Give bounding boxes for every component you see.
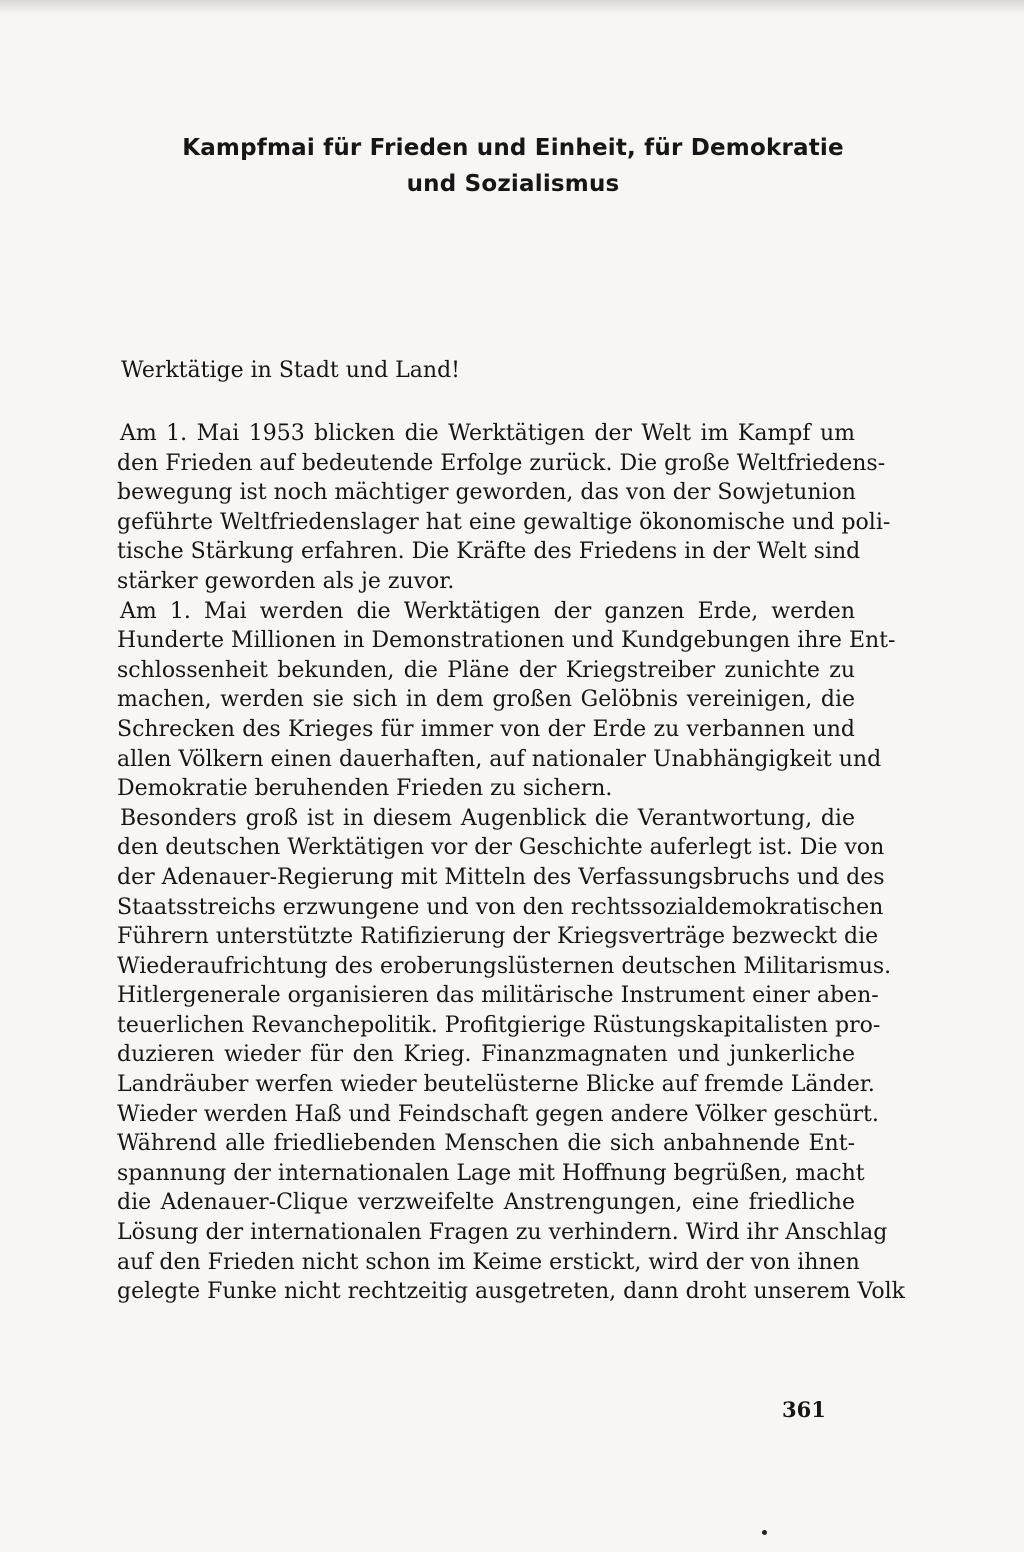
text-line: den Frieden auf bedeutende Erfolge zurück. Die große Weltfriedens- [117, 450, 886, 476]
text-line: allen Völkern einen dauerhaften, auf nationaler Unabhängigkeit und [117, 746, 882, 772]
text-line: spannung der internationalen Lage mit Hoffnung begrüßen, macht [117, 1160, 865, 1186]
text-line: Wiederaufrichtung des eroberungslüsternen deutschen Militarismus. [117, 953, 892, 979]
text-line: machen, werden sie sich in dem großen Gelöbnis vereinigen, die [117, 687, 855, 713]
title-line: Kampfmai für Frieden und Einheit, für Demokratie [182, 135, 844, 161]
article-title [118, 130, 908, 202]
text-line: die Adenauer-Clique verzweifelte Anstrengungen, eine friedliche [117, 1190, 855, 1216]
text-line: teuerlichen Revanchepolitik. Profitgierige Rüstungskapitalisten pro- [117, 1012, 881, 1038]
text-line: duzieren wieder für den Krieg. Finanzmagnaten und junkerliche [117, 1042, 855, 1068]
page-number: 361 [782, 1397, 826, 1422]
paragraph-2 [117, 597, 896, 804]
text-line: Führern unterstützte Ratifizierung der Kriegsverträge bezweckt die [117, 924, 879, 950]
text-line: Besonders groß ist in diesem Augenblick die Verantwortung, die [120, 805, 855, 831]
text-line: auf den Frieden nicht schon im Keime erstickt, wird der von ihnen [117, 1249, 860, 1275]
text-line: der Adenauer-Regierung mit Mitteln des Verfassungsbruchs und des [117, 864, 885, 890]
text-line: tische Stärkung erfahren. Die Kräfte des Friedens in der Welt sind [117, 539, 861, 565]
text-line: Demokratie beruhenden Frieden zu sichern. [117, 776, 613, 802]
body-text [117, 419, 906, 1307]
text-line: stärker geworden als je zuvor. [117, 568, 455, 594]
text-line: geführte Weltfriedenslager hat eine gewaltige ökonomische und poli- [117, 509, 891, 535]
text-line: Während alle friedliebenden Menschen die sich anbahnende Ent- [117, 1131, 855, 1157]
text-line: gelegte Funke nicht rechtzeitig ausgetreten, dann droht unserem Volk [117, 1279, 906, 1305]
text-line: Am 1. Mai 1953 blicken die Werktätigen der Welt im Kampf um [120, 421, 855, 446]
text-line: Landräuber werfen wieder beutelüsterne Blicke auf fremde Länder. [117, 1072, 875, 1098]
text-line: schlossenheit bekunden, die Pläne der Kriegstreiber zunichte zu [117, 657, 855, 683]
paragraph-3 [117, 804, 906, 1307]
text-line: Wieder werden Haß und Feindschaft gegen andere Völker geschürt. [117, 1101, 879, 1127]
print-speck [762, 1530, 767, 1535]
text-line: Staatsstreichs erzwungene und von den rechtssozialdemokratischen [117, 894, 884, 920]
text-line: Lösung der internationalen Fragen zu verhindern. Wird ihr Anschlag [117, 1220, 888, 1246]
page-top-edge [0, 0, 1024, 14]
text-line: bewegung ist noch mächtiger geworden, das von der Sowjetunion [117, 480, 856, 506]
salutation: Werktätige in Stadt und Land! [121, 358, 460, 383]
title-line: und Sozialismus [406, 171, 620, 197]
text-line: Am 1. Mai werden die Werktätigen der ganzen Erde, werden [120, 598, 855, 624]
text-line: Hunderte Millionen in Demonstrationen und Kundgebungen ihre Ent- [117, 628, 896, 654]
paragraph-1 [117, 419, 891, 597]
text-line: Hitlergenerale organisieren das militärische Instrument einer aben- [117, 983, 879, 1009]
text-line: den deutschen Werktätigen vor der Geschichte auferlegt ist. Die von [117, 835, 885, 861]
text-line: Schrecken des Krieges für immer von der Erde zu verbannen und [117, 716, 855, 742]
